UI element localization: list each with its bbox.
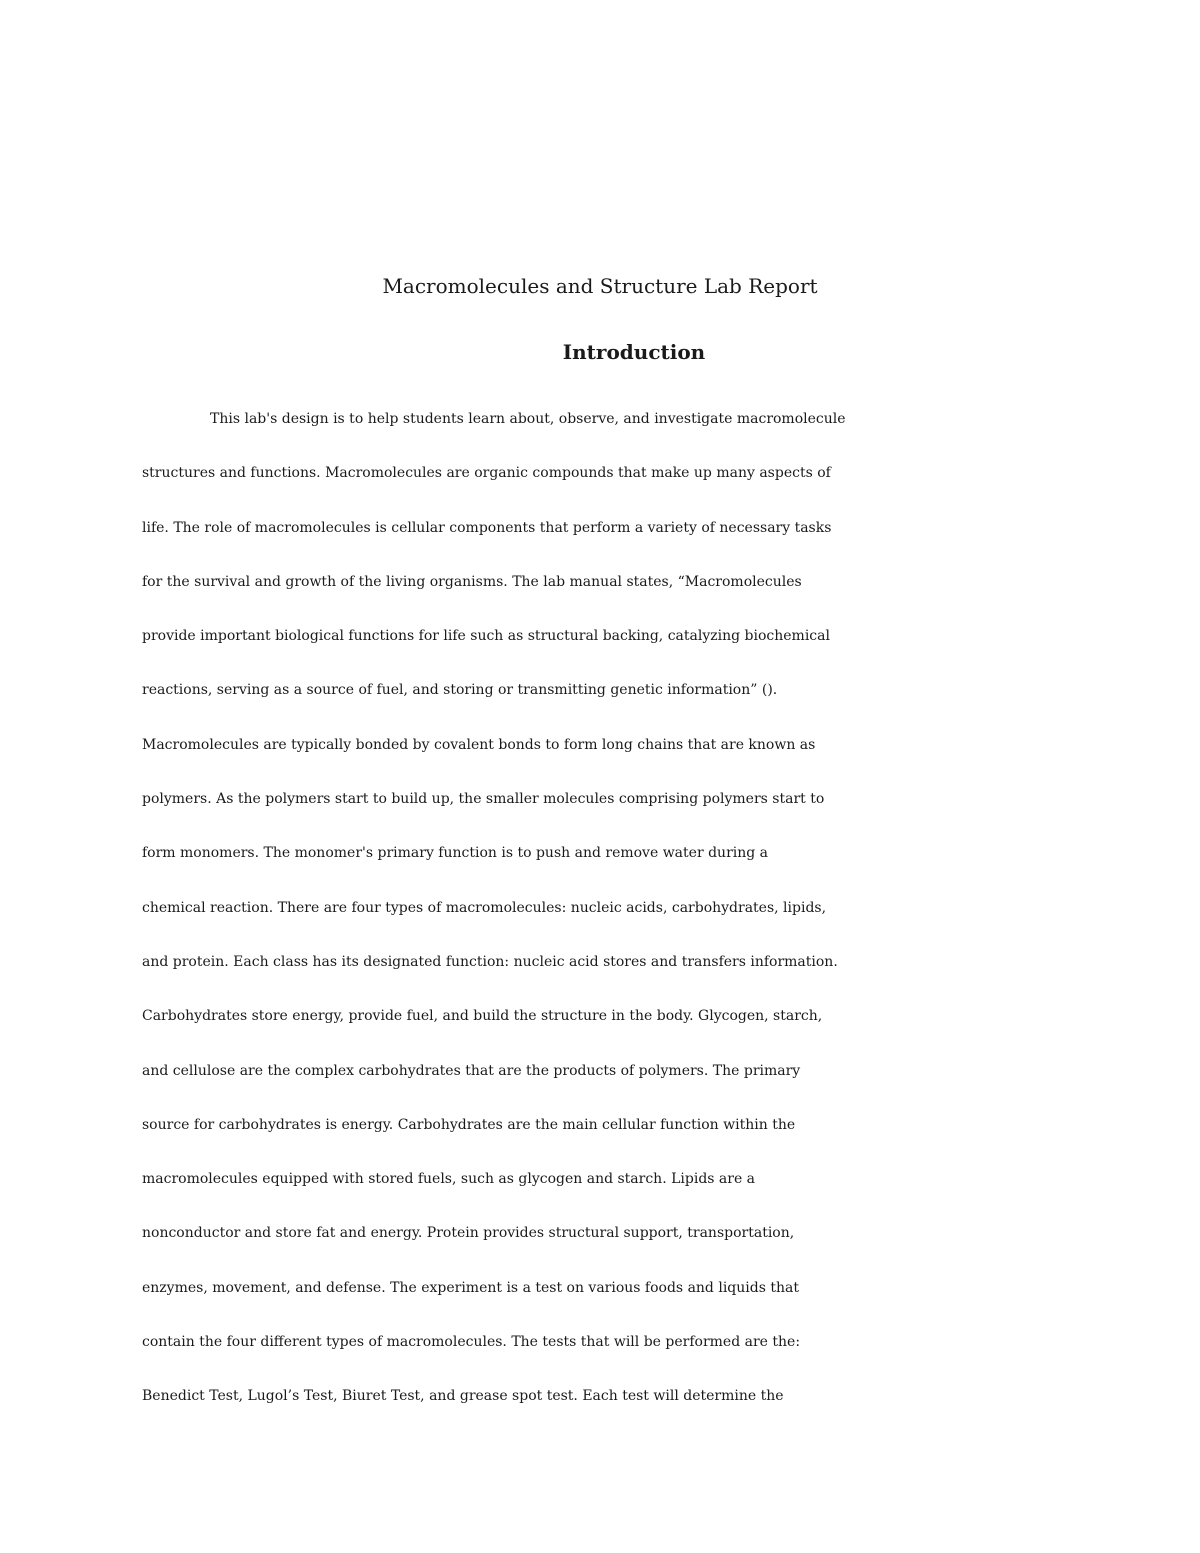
paragraph-line: Benedict Test, Lugol’s Test, Biuret Test, and grease spot test. Each test will determine the: [142, 1388, 784, 1405]
paragraph-line: enzymes, movement, and defense. The experiment is a test on various foods and liquids that: [142, 1279, 799, 1296]
paragraph-line: nonconductor and store fat and energy. Protein provides structural support, transportation,: [142, 1225, 795, 1242]
paragraph-line: macromolecules equipped with stored fuels, such as glycogen and starch. Lipids are a: [142, 1171, 756, 1188]
paragraph-line: chemical reaction. There are four types of macromolecules: nucleic acids, carbohydrates, lipids,: [142, 899, 827, 916]
paragraph-line: and cellulose are the complex carbohydrates that are the products of polymers. The primary: [142, 1062, 801, 1079]
document-title: Macromolecules and Structure Lab Report: [382, 274, 818, 298]
paragraph-line: structures and functions. Macromolecules are organic compounds that make up many aspects of: [142, 465, 831, 482]
paragraph-line: contain the four different types of macromolecules. The tests that will be performed are the:: [142, 1334, 801, 1351]
section-heading: Introduction: [562, 340, 706, 364]
paragraph-line: source for carbohydrates is energy. Carbohydrates are the main cellular function within the: [142, 1116, 796, 1133]
paragraph-line: form monomers. The monomer's primary function is to push and remove water during a: [142, 845, 769, 862]
introduction-paragraph: [142, 403, 1082, 1435]
paragraph-line: for the survival and growth of the living organisms. The lab manual states, “Macromolecules: [142, 573, 802, 590]
paragraph-line: polymers. As the polymers start to build up, the smaller molecules comprising polymers start to: [142, 791, 825, 808]
paragraph-line: Carbohydrates store energy, provide fuel, and build the structure in the body. Glycogen, starch,: [142, 1008, 823, 1025]
paragraph-line: Macromolecules are typically bonded by covalent bonds to form long chains that are known as: [142, 736, 816, 753]
paragraph-line: life. The role of macromolecules is cellular components that perform a variety of necessary tasks: [142, 519, 832, 536]
paragraph-line: This lab's design is to help students learn about, observe, and investigate macromolecule: [210, 411, 846, 427]
paragraph-line: and protein. Each class has its designated function: nucleic acid stores and transfers information.: [142, 953, 838, 970]
paragraph-line: reactions, serving as a source of fuel, and storing or transmitting genetic information” ().: [142, 682, 778, 699]
paragraph-line: provide important biological functions for life such as structural backing, catalyzing biochemical: [142, 628, 830, 645]
